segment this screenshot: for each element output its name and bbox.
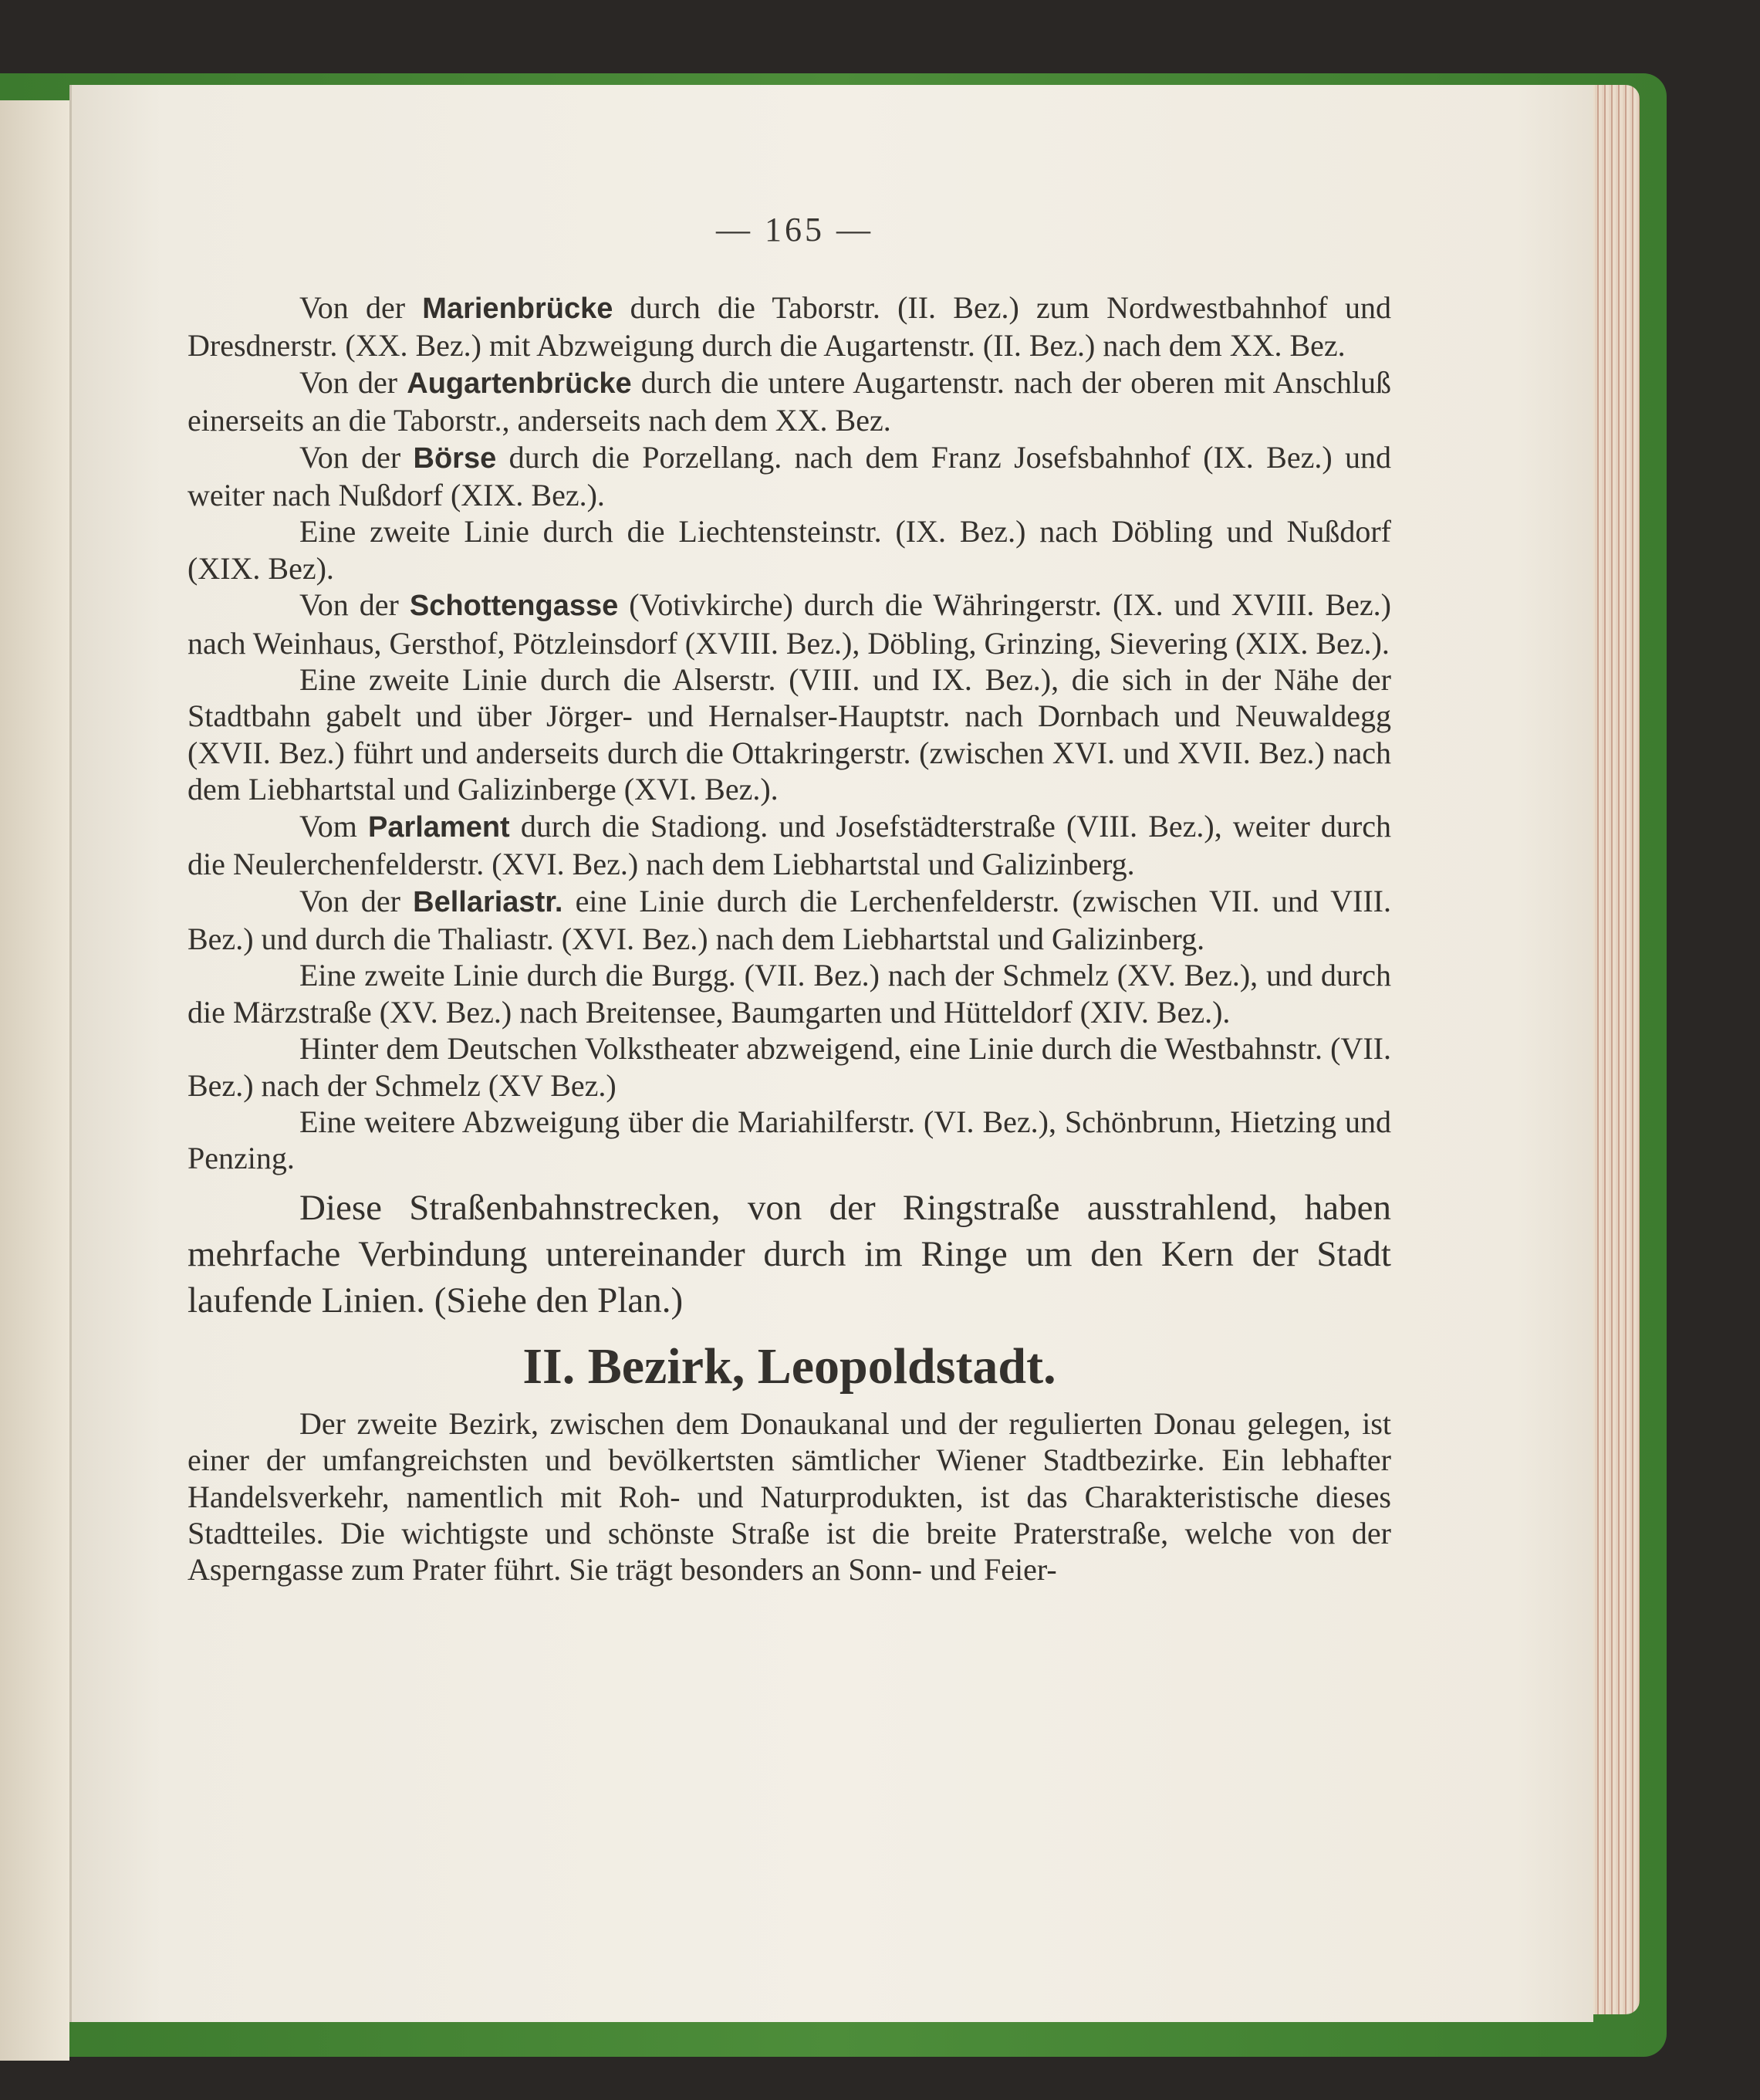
route-list xyxy=(187,289,1391,1177)
route-origin-name: Börse xyxy=(413,441,497,475)
route-origin-name: Marienbrücke xyxy=(422,293,613,325)
route-paragraph xyxy=(187,587,1391,661)
gutter xyxy=(69,85,72,2022)
route-text-lead: Von der xyxy=(299,290,423,325)
page-number: — 165 — xyxy=(716,211,873,249)
route-text-lead: Eine zweite Linie durch die Burgg. (VII. Bez.) nach der Schmelz (XV. Bez.), und durch die Märzstraße (XV. Bez.) nach Breitensee, Baumgarten und Hütteldorf (XIV. Bez.). xyxy=(187,958,1391,1030)
route-text: durch die Taborstr. (II. Bez.) zum Nordwestbahnhof und Dresdnerstr. (XX. Bez.) mit Abzweigung durch die Augartenstr. (II. Bez.) nach dem XX. Bez. xyxy=(187,290,1391,364)
route-origin-name: Bellariastr. xyxy=(413,885,563,918)
route-paragraph xyxy=(187,1030,1391,1104)
route-text: durch die untere Augartenstr. nach der oberen mit Anschluß einerseits an die Taborstr., anderseits nach dem XX. Bez. xyxy=(187,364,1391,438)
summary-paragraph: Diese Straßenbahnstrecken, von der Ringstraße ausstrahlend, haben mehrfache Verbindung untereinander durch im Ringe um den Kern der Stadt laufende Linien. (Siehe den Plan.) xyxy=(187,1187,1391,1321)
route-text-lead: Vom xyxy=(299,808,368,844)
route-text-lead: Hinter dem Deutschen Volkstheater abzweigend, eine Linie durch die Westbahnstr. (VII. Bez.) nach der Schmelz (XV Bez.) xyxy=(187,1031,1391,1103)
route-origin-name: Parlament xyxy=(367,810,510,844)
route-text-lead: Von der xyxy=(299,364,407,400)
page-body xyxy=(187,289,1391,1588)
route-paragraph xyxy=(187,957,1391,1030)
route-paragraph xyxy=(187,883,1391,958)
route-origin-name: Schottengasse xyxy=(409,590,619,623)
route-text-lead: Von der xyxy=(299,439,414,475)
route-text-lead: Von der xyxy=(299,883,414,918)
route-paragraph xyxy=(187,808,1391,883)
route-origin-name: Augartenbrücke xyxy=(407,367,632,400)
route-text-lead: Eine zweite Linie durch die Alserstr. (VIII. und IX. Bez.), die sich in der Nähe der Stadtbahn gabelt und über Jörger- und Hernalser-Hauptstr. nach Dornbach und Neuwaldegg (XVII. Bez.) führt und anderseits durch die Ottakringerstr. (zwischen XVI. und XVII. Bez.) nach dem Liebhartstal und Galizinberge (XVI. Bez.). xyxy=(187,662,1391,807)
route-text: (Votivkirche) durch die Währingerstr. (IX. und XVIII. Bez.) nach Weinhaus, Gersthof, Pötzleinsdorf (XVIII. Bez.), Döbling, Grinzing, Sievering (XIX. Bez.). xyxy=(187,587,1391,661)
section-heading: II. Bezirk, Leopoldstadt. xyxy=(522,1337,1056,1395)
route-paragraph xyxy=(187,364,1391,439)
route-paragraph xyxy=(187,661,1391,808)
route-text-lead: Von der xyxy=(299,587,410,623)
route-paragraph xyxy=(187,289,1391,364)
left-page-edge xyxy=(0,100,69,2061)
route-paragraph xyxy=(187,1104,1391,1177)
route-text: durch die Stadiong. und Josefstädterstraße (VIII. Bez.), weiter durch die Neulerchenfelderstr. (XVI. Bez.) nach dem Liebhartstal und Galizinberg. xyxy=(187,808,1391,882)
route-text-lead: Eine zweite Linie durch die Liechtensteinstr. (IX. Bez.) nach Döbling und Nußdorf (XIX. Bez). xyxy=(187,514,1391,586)
route-text: eine Linie durch die Lerchenfelderstr. (zwischen VII. und VIII. Bez.) und durch die Thaliastr. (XVI. Bez.) nach dem Liebhartstal und Galizinberg. xyxy=(187,883,1391,956)
route-paragraph xyxy=(187,439,1391,514)
route-paragraph xyxy=(187,513,1391,587)
intro-paragraph: Der zweite Bezirk, zwischen dem Donaukanal und der regulierten Donau gelegen, ist einer der umfangreichsten und bevölkertsten sämtlicher Wiener Stadtbezirke. Ein lebhafter Handelsverkehr, namentlich mit Roh- und Naturprodukten, ist das Charakteristische dieses Stadtteiles. Die wichtigste und schönste Straße ist die breite Praterstraße, welche von der Asperngasse zum Prater führt. Sie trägt besonders an Sonn- und Feier- xyxy=(187,1405,1391,1588)
route-text: durch die Porzellang. nach dem Franz Josefsbahnhof (IX. Bez.) und weiter nach Nußdorf (XIX. Bez.). xyxy=(187,439,1391,513)
route-text-lead: Eine weitere Abzweigung über die Mariahilferstr. (VI. Bez.), Schönbrunn, Hietzing und Penzing. xyxy=(187,1104,1391,1176)
